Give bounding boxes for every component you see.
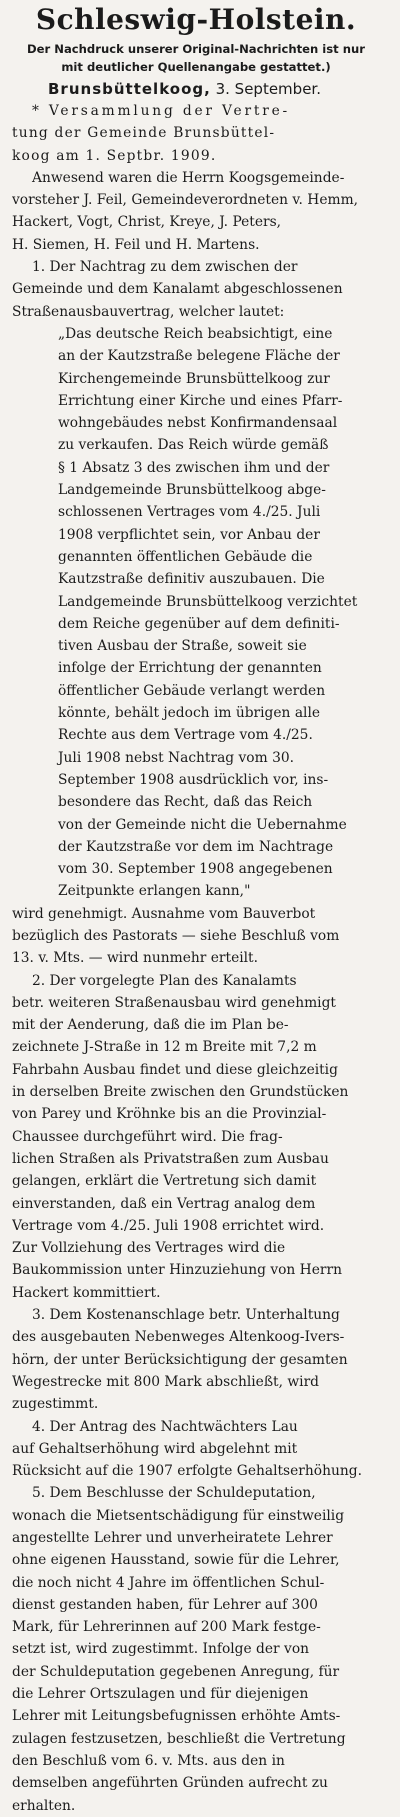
text-line: einverstanden, daß ein Vertrag analog dem — [12, 1195, 316, 1212]
text-line: hörn, der unter Berücksichtigung der gesamten — [12, 1351, 348, 1368]
text-line: Vertrage vom 4./25. Juli 1908 errichtet wird. — [12, 1217, 325, 1234]
dateline — [48, 78, 388, 100]
text-line: betr. weiteren Straßenausbau wird genehmigt — [12, 994, 336, 1011]
text-line: der Kautzstraße vor dem im Nachtrage — [58, 838, 334, 855]
text-line: 13. v. Mts. — wird nunmehr erteilt. — [12, 950, 258, 967]
text-line: 5. Dem Beschlusse der Schuldeputation, — [32, 1485, 316, 1502]
text-line: wird genehmigt. Ausnahme vom Bauverbot — [12, 905, 316, 922]
text-line: des ausgebauten Nebenweges Altenkoog-Ivers- — [12, 1329, 345, 1346]
reprint-note — [12, 40, 380, 76]
text-line: tung der Gemeinde Brunsbüttel- — [12, 125, 276, 142]
text-line: 2. Der vorgelegte Plan des Kanalamts — [32, 972, 297, 989]
text-line: zu verkaufen. Das Reich würde gemäß — [58, 437, 329, 454]
text-line: Kautzstraße definitiv auszubauen. Die — [58, 571, 325, 588]
dateline-place: Brunsbüttelkoog, — [48, 80, 211, 98]
text-line: demselben angeführten Gründen aufrecht zu — [12, 1775, 328, 1792]
text-line: die noch nicht 4 Jahre im öffentlichen Schul- — [12, 1574, 325, 1591]
text-line: Wegestrecke mit 800 Mark abschließt, wird — [12, 1373, 320, 1390]
text-line: tiven Ausbau der Straße, soweit sie — [58, 638, 307, 655]
text-line: „Das deutsche Reich beabsichtigt, eine — [58, 325, 333, 342]
text-line: vom 30. September 1908 angegebenen — [58, 861, 333, 878]
text-line: September 1908 ausdrücklich vor, ins- — [58, 771, 329, 788]
text-line: an der Kautzstraße belegene Fläche der — [58, 348, 340, 365]
text-line: Chaussee durchgeführt wird. Die frag- — [12, 1128, 283, 1145]
text-line: Hackert kommittiert. — [12, 1284, 161, 1301]
text-line: Mark, für Lehrerinnen auf 200 Mark festge- — [12, 1619, 321, 1636]
text-line: wohngebäudes nebst Konfirmandensaal — [58, 415, 338, 432]
text-line: Kirchengemeinde Brunsbüttelkoog zur — [58, 370, 330, 387]
text-line: infolge der Errichtung der genannten — [58, 660, 322, 677]
text-line: die Lehrer Ortszulagen und für diejenigen — [12, 1686, 309, 1703]
text-line: auf Gehaltserhöhung wird abgelehnt mit — [12, 1440, 298, 1457]
section-title: Schleswig-Holstein. — [35, 3, 357, 36]
text-line: könnte, behält jedoch im übrigen alle — [58, 705, 321, 722]
text-line: Baukommission unter Hinzuziehung von Herrn — [12, 1262, 342, 1279]
article-body — [12, 100, 380, 1817]
text-line: Zeitpunkte erlangen kann," — [58, 883, 251, 900]
text-line: öffentlicher Gebäude verlangt werden — [58, 682, 326, 699]
text-line: Fahrbahn Ausbau findet und diese gleichzeitig — [12, 1061, 338, 1078]
text-line: 3. Dem Kostenanschlage betr. Unterhaltung — [32, 1307, 340, 1324]
text-line: wonach die Mietsentschädigung für einstweilig — [12, 1507, 345, 1524]
text-line: Straßenausbauvertrag, welcher lautet: — [12, 303, 285, 320]
text-line: zugestimmt. — [12, 1396, 99, 1413]
text-line: Zur Vollziehung des Vertrages wird die — [12, 1240, 286, 1257]
text-line: Rücksicht auf die 1907 erfolgte Gehaltserhöhung. — [12, 1463, 362, 1480]
text-line: Landgemeinde Brunsbüttelkoog abge- — [58, 482, 326, 499]
text-line: den Beschluß vom 6. v. Mts. aus den in — [12, 1752, 285, 1769]
reprint-note-line-1: Der Nachdruck unserer Original-Nachrichten ist nur — [27, 42, 365, 56]
reprint-note-line-2: mit deutlicher Quellenangabe gestattet.) — [61, 60, 331, 74]
text-line: bezüglich des Pastorats — siehe Beschluß vom — [12, 927, 340, 944]
text-line: setzt ist, wird zugestimmt. Infolge der von — [12, 1641, 310, 1658]
text-line: koog am 1. Septbr. 1909. — [12, 147, 217, 164]
text-line: angestellte Lehrer und unverheiratete Lehrer — [12, 1530, 333, 1546]
text-line: Anwesend waren die Herrn Koogsgemeinde- — [32, 169, 345, 186]
text-line: H. Siemen, H. Feil und H. Martens. — [12, 236, 260, 253]
text-line: von Parey und Kröhnke bis an die Provinzial- — [12, 1106, 327, 1123]
text-line: zeichnete J-Straße in 12 m Breite mit 7,2 m — [12, 1039, 317, 1056]
text-line: ohne eigenen Hausstand, sowie für die Lehrer, — [12, 1552, 340, 1569]
text-line: zulagen festzusetzen, beschließt die Vertretung — [12, 1730, 346, 1747]
text-line: lichen Straßen als Privatstraßen zum Ausbau — [12, 1150, 329, 1167]
text-line: schlossenen Vertrages vom 4./25. Juli — [58, 504, 321, 521]
text-line: gelangen, erklärt die Vertretung sich damit — [12, 1173, 317, 1190]
text-line: der Schuldeputation gegebenen Anregung, für — [12, 1663, 340, 1680]
text-line: Lehrer mit Leitungsbefugnissen erhöhte Amts- — [12, 1708, 341, 1725]
text-line: 4. Der Antrag des Nachtwächters Lau — [32, 1418, 298, 1435]
text-line: dem Reiche gegenüber auf dem definiti- — [58, 615, 340, 632]
text-line: Landgemeinde Brunsbüttelkoog verzichtet — [58, 593, 358, 610]
text-line: vorsteher J. Feil, Gemeindeverordneten v. Hemm, — [12, 192, 359, 209]
text-line: Juli 1908 nebst Nachtrag vom 30. — [58, 749, 295, 766]
text-line: dienst gestanden haben, für Lehrer auf 300 — [12, 1596, 318, 1613]
text-line: 1. Der Nachtrag zu dem zwischen der — [32, 259, 298, 276]
dateline-date: 3. September. — [215, 80, 321, 98]
text-line: Rechte aus dem Vertrage vom 4./25. — [58, 727, 313, 744]
text-line: in derselben Breite zwischen den Grundstücken — [12, 1084, 349, 1101]
text-line: erhalten. — [12, 1797, 76, 1814]
text-line: von der Gemeinde nicht die Uebernahme — [58, 816, 347, 833]
text-line: Hackert, Vogt, Christ, Kreye, J. Peters, — [12, 214, 282, 231]
text-line: Errichtung einer Kirche und eines Pfarr- — [58, 392, 343, 409]
text-line: * Versammlung der Vertre- — [32, 103, 291, 119]
text-line: genannten öffentlichen Gebäude die — [58, 548, 313, 565]
text-line: besondere das Recht, daß das Reich — [58, 794, 313, 811]
text-line: mit der Aenderung, daß die im Plan be- — [12, 1017, 289, 1034]
text-line: Gemeinde und dem Kanalamt abgeschlossenen — [12, 281, 343, 298]
text-line: 1908 verpflichtet sein, vor Anbau der — [58, 526, 320, 543]
text-line: § 1 Absatz 3 des zwischen ihm und der — [58, 459, 330, 476]
